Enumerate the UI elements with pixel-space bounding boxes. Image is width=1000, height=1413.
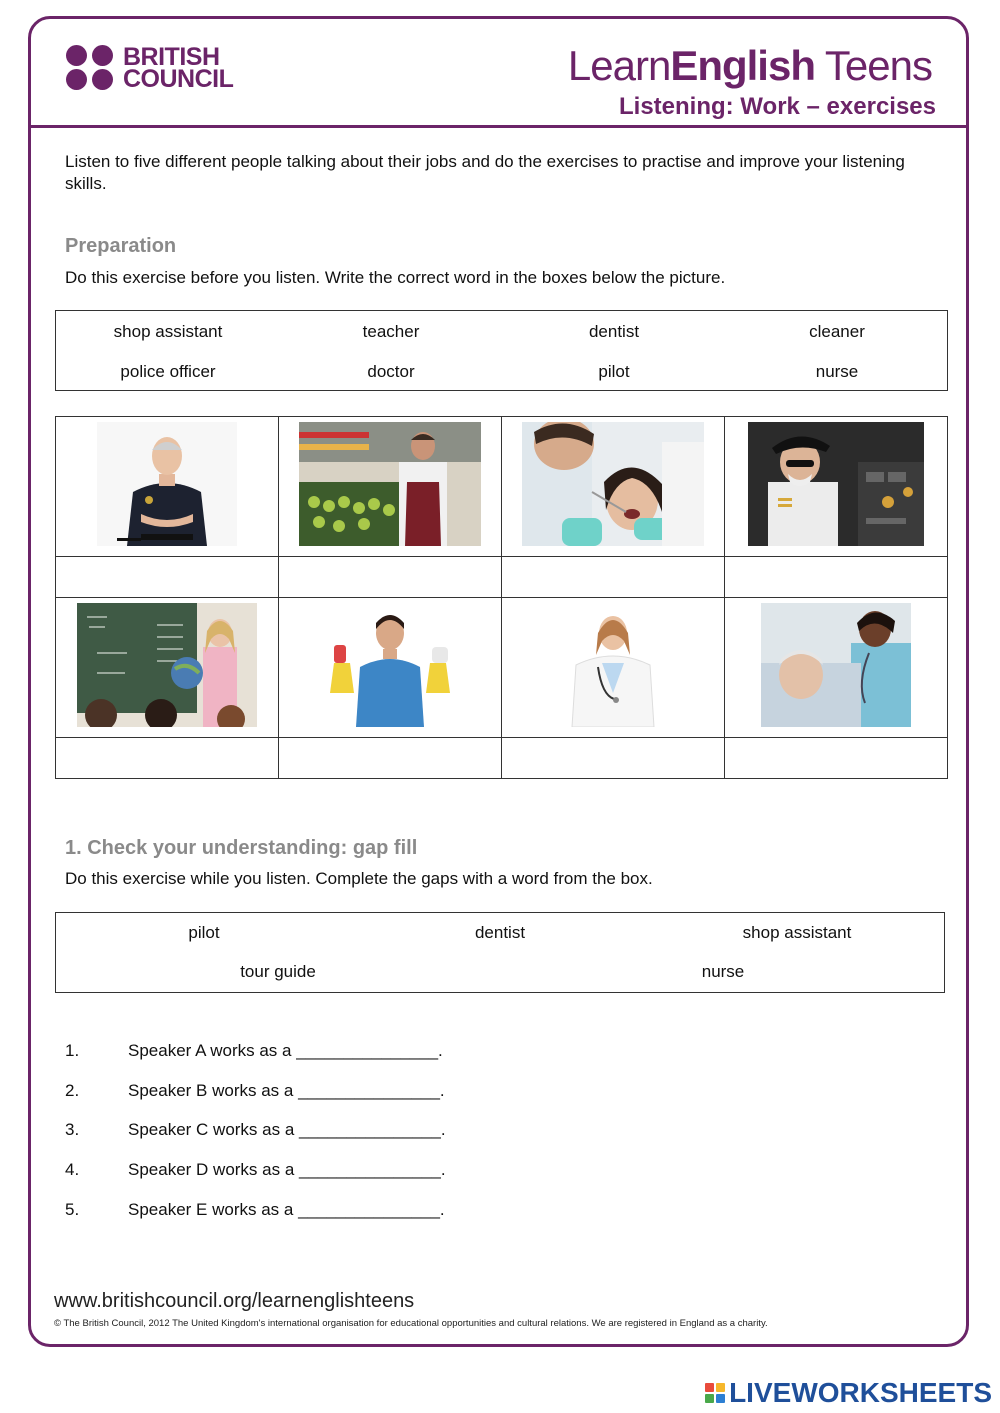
pilot-photo [748,422,924,546]
bc-logo-line-1: BRITISH [123,42,220,71]
picture-cell [56,417,279,557]
doctor-photo [558,603,668,727]
police-officer-photo [97,422,237,546]
picture-cell [502,598,725,738]
answer-box-2[interactable] [279,557,502,598]
answer-box-3[interactable] [502,557,725,598]
cleaner-photo [320,603,460,727]
answer-box-4[interactable] [725,557,948,598]
picture-cell [279,598,502,738]
british-council-logo [66,42,234,93]
preparation-heading: Preparation [65,235,177,257]
gapfill-word-box [55,912,945,993]
word-bank-item: shop assistant [742,923,852,942]
bc-logo-line-2: COUNCIL [123,64,234,93]
picture-cell [502,417,725,557]
picture-cell [279,417,502,557]
word-bank-item: pilot [188,923,220,942]
word-bank-item: nurse [701,962,745,981]
liveworksheets-text: LIVEWORKSHEETS [729,1377,992,1408]
teacher-photo [77,603,257,727]
word-bank-item: doctor [367,362,415,381]
liveworksheets-logo [705,1377,992,1409]
liveworksheets-icon [705,1383,725,1403]
word-bank-item: dentist [474,923,526,942]
british-council-dots-icon [66,45,115,90]
picture-cell [725,598,948,738]
footer-copyright: © The British Council, 2012 The United Kingdom's international organisation for educational opportunities and cultural relations. We are registered in England as a charity. [54,1318,768,1329]
word-bank-item: nurse [815,362,859,381]
preparation-word-box [55,310,948,391]
answer-box-5[interactable] [56,738,279,779]
answer-box-6[interactable] [279,738,502,779]
gapfill-question-3: 3. Speaker C works as a _______________. [65,1120,446,1139]
word-bank-item: dentist [588,322,640,341]
preparation-instruction: Do this exercise before you listen. Write the correct word in the boxes below the picture. [65,268,726,287]
shop-assistant-photo [299,422,481,546]
gapfill-instruction: Do this exercise while you listen. Complete the gaps with a word from the box. [65,869,653,888]
intro-text: Listen to five different people talking about their jobs and do the exercises to practise and improve your listening skills. [65,152,905,193]
word-bank-item: cleaner [809,322,865,341]
gapfill-question-1: 1. Speaker A works as a _______________. [65,1041,443,1060]
word-bank-item: tour guide [240,962,316,981]
word-bank-item: police officer [120,362,216,381]
gapfill-heading: 1. Check your understanding: gap fill [65,837,418,859]
answer-box-7[interactable] [502,738,725,779]
nurse-photo [761,603,911,727]
footer-url[interactable]: www.britishcouncil.org/learnenglishteens [54,1290,415,1312]
word-bank-item: teacher [362,322,420,341]
answer-box-1[interactable] [56,557,279,598]
picture-cell [725,417,948,557]
gapfill-question-2: 2. Speaker B works as a _______________. [65,1081,445,1100]
picture-table [55,416,948,779]
picture-cell [56,598,279,738]
header-divider [31,125,966,128]
worksheet-title: Listening: Work – exercises [618,93,936,120]
word-bank-item: shop assistant [113,322,223,341]
learnenglish-teens-logo: LearnEnglish Teens [567,42,932,89]
word-bank-item: pilot [598,362,630,381]
gapfill-question-4: 4. Speaker D works as a _______________. [65,1160,446,1179]
dentist-photo [522,422,704,546]
gapfill-question-5: 5. Speaker E works as a _______________. [65,1200,445,1219]
answer-box-8[interactable] [725,738,948,779]
